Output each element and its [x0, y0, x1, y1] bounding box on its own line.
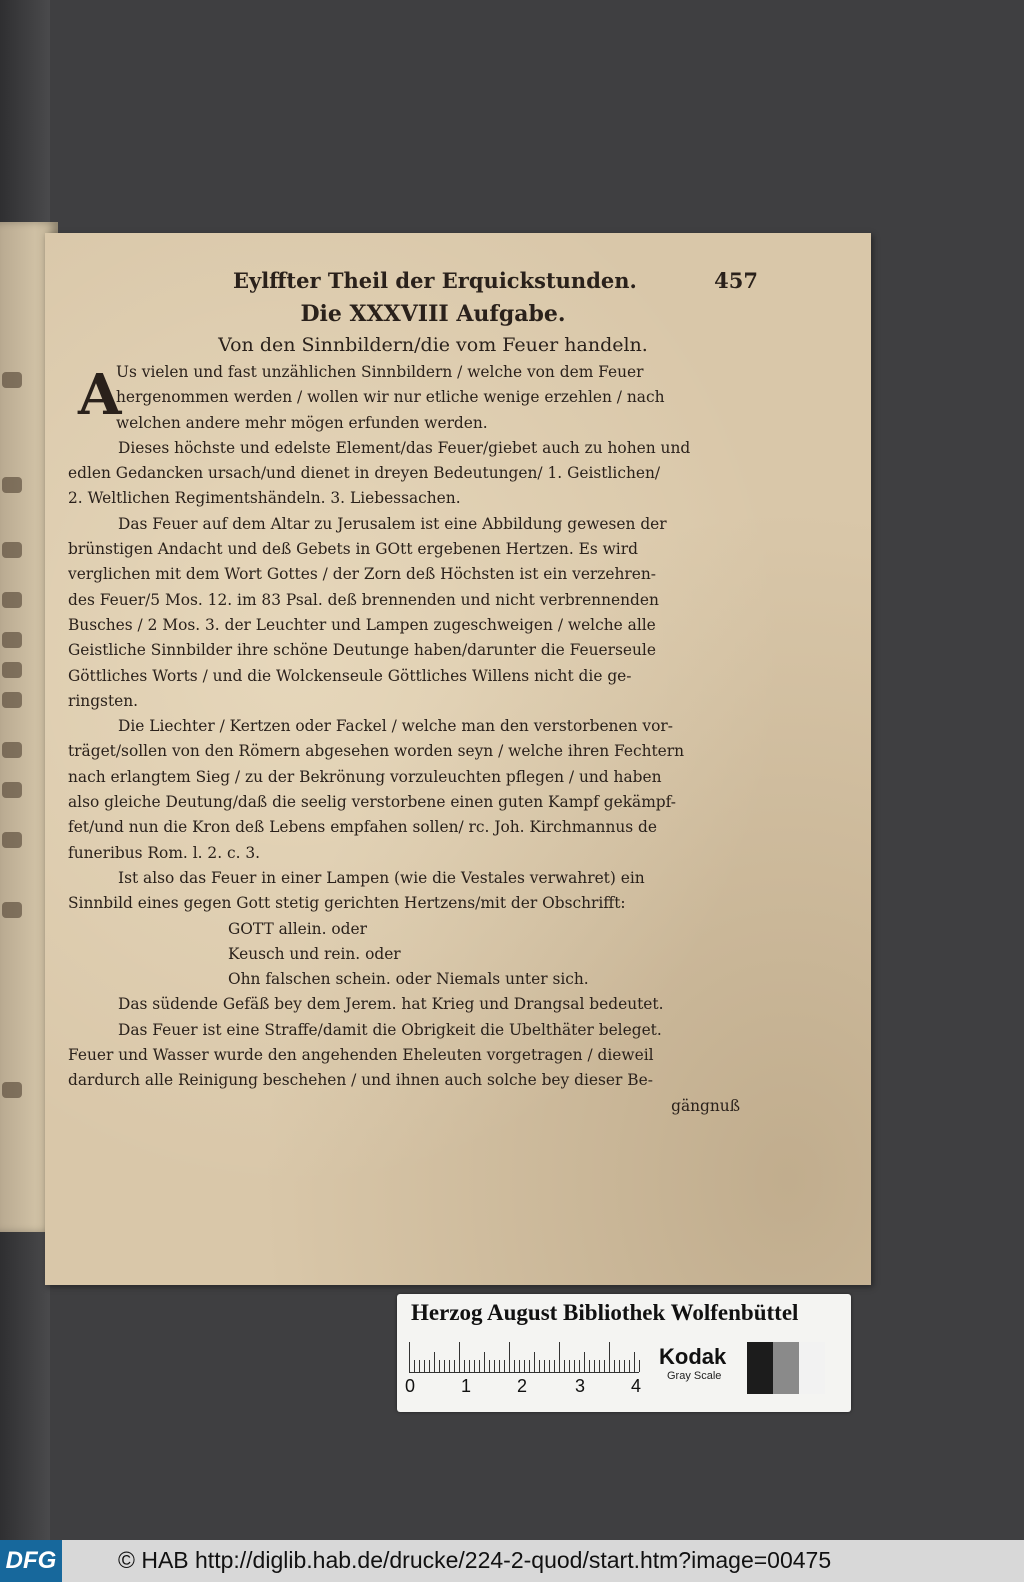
- ruler-tick: [514, 1360, 515, 1372]
- library-name: Herzog August Bibliothek Wolfenbüttel: [411, 1300, 799, 1325]
- ruler-tick: [639, 1360, 640, 1372]
- section-title: Die XXXVIII Aufgabe.: [300, 301, 566, 327]
- text-line: träget/sollen von den Römern abgesehen worden seyn / welche ihren Fechtern: [68, 742, 685, 761]
- text-line: brünstigen Andacht und deß Gebets in GOtt ergebenen Hertzen. Es wird: [68, 540, 638, 559]
- ruler-tick: [439, 1360, 440, 1372]
- ruler-tick: [429, 1360, 430, 1372]
- text-line: funeribus Rom. l. 2. c. 3.: [68, 843, 261, 862]
- previous-page-glyph: [2, 692, 22, 708]
- ruler-tick: [414, 1360, 415, 1372]
- ruler-tick: [604, 1360, 605, 1372]
- text-line: dardurch alle Reinigung beschehen / und ihnen auch solche bey dieser Be-: [68, 1071, 653, 1090]
- gray-swatch-mid: [773, 1342, 799, 1394]
- text-line: nach erlangtem Sieg / zu der Bekrönung vorzuleuchten pflegen / und haben: [68, 767, 662, 786]
- dropcap-initial: A: [78, 362, 122, 428]
- text-line: verglichen mit dem Wort Gottes / der Zorn deß Höchsten ist ein verzehren-: [68, 565, 656, 584]
- text-line: Dieses höchste und edelste Element/das Feuer/giebet auch zu hohen und: [118, 438, 691, 457]
- text-line: welchen andere mehr mögen erfunden werden.: [116, 413, 488, 432]
- previous-page-glyph: [2, 832, 22, 848]
- previous-page-glyph: [2, 542, 22, 558]
- previous-page-glyph: [2, 372, 22, 388]
- ruler-tick: [584, 1352, 585, 1372]
- text-line: Das südende Gefäß bey dem Jerem. hat Krieg und Drangsal bedeutet.: [118, 995, 664, 1014]
- text-line: Sinnbild eines gegen Gott stetig gerichten Hertzens/mit der Obschrifft:: [68, 894, 626, 913]
- text-line: Das Feuer auf dem Altar zu Jerusalem ist eine Abbildung gewesen der: [118, 514, 667, 533]
- closing-paragraph: [68, 992, 758, 1093]
- page-text: [68, 268, 758, 1119]
- ruler-tick: [529, 1360, 530, 1372]
- gray-swatch-dark: [747, 1342, 773, 1394]
- text-line: fet/und nun die Kron deß Lebens empfahen sollen/ rc. Joh. Kirchmannus de: [68, 818, 658, 837]
- ruler-tick: [539, 1360, 540, 1372]
- ruler-tick: [594, 1360, 595, 1372]
- ruler-tick: [464, 1360, 465, 1372]
- ruler-tick: [559, 1342, 560, 1372]
- paragraph-1: [68, 360, 758, 436]
- ruler-tick: [444, 1360, 445, 1372]
- ruler-label: 4: [631, 1376, 642, 1396]
- paragraph-4: [68, 714, 758, 866]
- ruler-tick: [489, 1360, 490, 1372]
- text-line: Göttliches Worts / und die Wolckenseule Göttliches Willens nicht die ge-: [68, 666, 632, 685]
- text-line: des Feuer/5 Mos. 12. im 83 Psal. deß brennenden und nicht verbrennenden: [68, 590, 659, 609]
- previous-page-glyph: [2, 632, 22, 648]
- dfg-logo: DFG: [0, 1540, 62, 1582]
- text-line: Die Liechter / Kertzen oder Fackel / welche man den verstorbenen vor-: [118, 717, 673, 736]
- text-line: Ist also das Feuer in einer Lampen (wie die Vestales verwahret) ein: [118, 868, 645, 887]
- previous-page-glyph: [2, 662, 22, 678]
- ruler-label: 1: [461, 1376, 472, 1396]
- gray-swatch-light: [799, 1342, 825, 1394]
- footer-source-link[interactable]: © HAB http://diglib.hab.de/drucke/224-2-quod/start.htm?image=00475: [118, 1547, 832, 1573]
- text-line: 2. Weltlichen Regimentshändeln. 3. Liebessachen.: [68, 489, 461, 508]
- ruler-label: 2: [517, 1376, 528, 1396]
- text-line: Geistliche Sinnbilder ihre schöne Deutunge haben/darunter die Feuerseule: [68, 641, 656, 660]
- ruler-tick: [469, 1360, 470, 1372]
- ruler-tick: [534, 1352, 535, 1372]
- ruler-tick: [454, 1360, 455, 1372]
- ruler-tick: [474, 1360, 475, 1372]
- gray-scale-label: Gray Scale: [667, 1370, 722, 1382]
- motto-line: Keusch und rein. oder: [228, 944, 401, 963]
- text-line: Das Feuer ist eine Straffe/damit die Obrigkeit die Ubelthäter beleget.: [118, 1020, 662, 1039]
- footer-bar: [0, 1540, 1024, 1582]
- running-head: [68, 268, 758, 298]
- previous-page-glyph: [2, 782, 22, 798]
- scale-ruler: [409, 1338, 639, 1373]
- ruler-tick: [499, 1360, 500, 1372]
- ruler-labels: [405, 1376, 645, 1398]
- catchword: gängnuß: [671, 1096, 740, 1115]
- previous-page-glyph: [2, 742, 22, 758]
- ruler-tick: [579, 1360, 580, 1372]
- text-line: Us vielen und fast unzählichen Sinnbildern / welche von dem Feuer: [116, 363, 644, 381]
- text-line: ringsten.: [68, 691, 139, 710]
- color-reference-card: [397, 1294, 851, 1412]
- text-line: also gleiche Deutung/daß die seelig verstorbene einen guten Kampf gekämpf-: [68, 793, 676, 812]
- ruler-tick: [564, 1360, 565, 1372]
- ruler-tick: [524, 1360, 525, 1372]
- ruler-tick: [629, 1360, 630, 1372]
- ruler-tick: [634, 1352, 635, 1372]
- ruler-tick: [479, 1360, 480, 1372]
- kodak-logo: Kodak: [659, 1344, 727, 1369]
- previous-page-glyph: [2, 477, 22, 493]
- running-head-title: Eylffter Theil der Erquickstunden.: [233, 268, 637, 293]
- ruler-label: 0: [405, 1376, 416, 1396]
- ruler-tick: [409, 1342, 410, 1372]
- ruler-tick: [434, 1352, 435, 1372]
- ruler-tick: [614, 1360, 615, 1372]
- ruler-tick: [509, 1342, 510, 1372]
- text-line: Feuer und Wasser wurde den angehenden Eheleuten vorgetragen / dieweil: [68, 1046, 654, 1065]
- text-line: hergenommen werden / wollen wir nur etliche wenige erzehlen / nach: [116, 388, 665, 407]
- ruler-tick: [554, 1360, 555, 1372]
- ruler-tick: [424, 1360, 425, 1372]
- paragraph-3: [68, 512, 758, 714]
- ruler-tick: [609, 1342, 610, 1372]
- ruler-label: 3: [575, 1376, 586, 1396]
- paragraph-2: [68, 436, 758, 512]
- ruler-tick: [484, 1352, 485, 1372]
- previous-page-glyph: [2, 592, 22, 608]
- ruler-tick: [504, 1360, 505, 1372]
- ruler-tick: [549, 1360, 550, 1372]
- previous-page-glyph: [2, 1082, 22, 1098]
- motto-list: [68, 917, 758, 993]
- ruler-tick: [569, 1360, 570, 1372]
- text-line: Busches / 2 Mos. 3. der Leuchter und Lampen zugeschweigen / welche alle: [68, 615, 656, 634]
- ruler-tick: [544, 1360, 545, 1372]
- motto-line: GOTT allein. oder: [228, 919, 367, 938]
- previous-page-glyph: [2, 902, 22, 918]
- section-subtitle: Von den Sinnbildern/die vom Feuer handeln.: [218, 334, 648, 356]
- text-line: edlen Gedancken ursach/und dienet in dreyen Bedeutungen/ 1. Geistlichen/: [68, 464, 661, 483]
- ruler-tick: [599, 1360, 600, 1372]
- ruler-tick: [419, 1360, 420, 1372]
- ruler-tick: [619, 1360, 620, 1372]
- motto-line: Ohn falschen schein. oder Niemals unter sich.: [228, 970, 589, 989]
- ruler-tick: [574, 1360, 575, 1372]
- ruler-tick: [459, 1342, 460, 1372]
- ruler-tick: [519, 1360, 520, 1372]
- paragraph-5: [68, 866, 758, 917]
- ruler-tick: [624, 1360, 625, 1372]
- ruler-tick: [494, 1360, 495, 1372]
- ruler-tick: [589, 1360, 590, 1372]
- ruler-tick: [449, 1360, 450, 1372]
- page-number: 457: [714, 268, 758, 293]
